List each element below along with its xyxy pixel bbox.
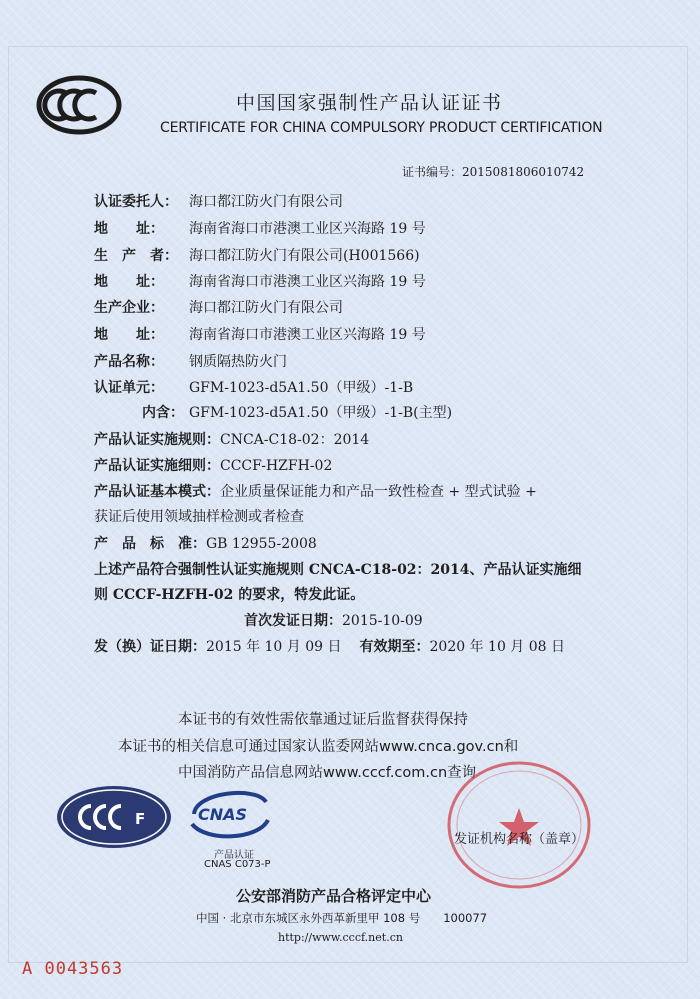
note-line-3: 中国消防产品信息网站www.cccf.com.cn查询	[178, 765, 477, 781]
statement-line-2: 则 CCCF-HZFH-02 的要求，特发此证。	[94, 587, 365, 603]
impl-rule	[94, 429, 369, 449]
field-applicant-address	[94, 218, 426, 238]
impl-rule-label: 产品认证实施规则：	[94, 432, 220, 448]
issuer-name: 公安部消防产品合格评定中心	[236, 887, 432, 905]
title-zh: 中国国家强制性产品认证证书	[236, 92, 503, 114]
first-issue-value: 2015-10-09	[342, 613, 423, 629]
standard-label: 产 品 标 准：	[94, 536, 206, 552]
first-issue-date	[244, 610, 423, 630]
statement-line-1: 上述产品符合强制性认证实施规则 CNCA-C18-02：2014、产品认证实施细	[94, 562, 582, 578]
field-includes	[142, 402, 452, 422]
standard-value: GB 12955-2008	[206, 536, 317, 552]
field-label: 认证委托人：	[94, 194, 178, 210]
issue-date	[94, 636, 565, 656]
cnas-caption-1: 产品认证	[214, 850, 254, 861]
field-value: 海南省海口市港澳工业区兴海路 19 号	[189, 327, 426, 343]
issue-date-value: 2015 年 10 月 09 日	[206, 639, 342, 655]
field-value: 海口都江防火门有限公司	[189, 300, 343, 316]
first-issue-label: 首次发证日期：	[244, 613, 342, 629]
note-line-2: 本证书的相关信息可通过国家认监委网站www.cnca.gov.cn和	[118, 739, 519, 755]
valid-until-label: 有效期至：	[359, 639, 430, 655]
field-label: 生 产 者：	[94, 248, 178, 264]
certificate-number	[402, 163, 584, 180]
field-value: 海南省海口市港澳工业区兴海路 19 号	[189, 221, 426, 237]
impl-rule-value: CNCA-C18-02：2014	[220, 432, 370, 448]
product-standard	[94, 533, 317, 553]
field-manufacturer-address	[94, 271, 426, 291]
field-label: 产品名称：	[94, 354, 164, 370]
field-factory-address	[94, 324, 426, 344]
official-seal	[446, 760, 592, 890]
cert-mode-label: 产品认证基本模式：	[94, 484, 220, 500]
impl-detail-value: CCCF-HZFH-02	[220, 458, 333, 474]
field-value: GFM-1023-d5A1.50（甲级）-1-B(主型)	[189, 405, 453, 421]
field-applicant	[94, 191, 343, 211]
impl-detail-label: 产品认证实施细则：	[94, 458, 220, 474]
cert-mode-cont	[94, 506, 304, 526]
issuer-seal-label: 发证机构名称（盖章）	[454, 832, 585, 847]
cert-mode	[94, 481, 537, 501]
issue-date-label: 发（换）证日期：	[94, 639, 206, 655]
field-label: 地 址：	[94, 221, 164, 237]
field-label: 生产企业：	[94, 300, 164, 316]
issuer-url: http://www.cccf.net.cn	[278, 931, 403, 944]
impl-detail	[94, 455, 332, 475]
field-label: 认证单元：	[94, 380, 164, 396]
field-label: 地 址：	[94, 274, 164, 290]
title-en: CERTIFICATE FOR CHINA COMPULSORY PRODUCT CERTIFICATION	[160, 120, 603, 136]
field-factory	[94, 297, 343, 317]
issuer-address: 中国 · 北京市东城区永外西革新里甲 108 号 100077	[196, 911, 488, 925]
cert-no-label: 证书编号：	[402, 165, 463, 179]
field-manufacturer	[94, 245, 420, 265]
field-label: 地 址：	[94, 327, 164, 343]
field-value: 海口都江防火门有限公司(H001566)	[189, 248, 420, 264]
cnas-logo-text: CNAS	[198, 805, 248, 824]
field-cert-unit	[94, 377, 413, 397]
note-line-1: 本证书的有效性需依靠通过证后监督获得保持	[178, 712, 468, 728]
field-value: 钢质隔热防火门	[189, 354, 287, 370]
cnas-caption-2: CNAS C073-P	[204, 859, 271, 870]
field-value: 海南省海口市港澳工业区兴海路 19 号	[189, 274, 426, 290]
ccc-logo	[36, 74, 122, 136]
svg-text:F: F	[135, 810, 146, 828]
cert-mode-value-1: 企业质量保证能力和产品一致性检查 + 型式试验 +	[220, 484, 537, 500]
cccf-logo	[55, 784, 173, 850]
cert-no-value: 2015081806010742	[462, 165, 585, 179]
field-value: 海口都江防火门有限公司	[189, 194, 343, 210]
field-product-name	[94, 351, 287, 371]
serial-number: A 0043563	[22, 959, 124, 979]
field-label: 内含：	[142, 405, 184, 421]
field-value: GFM-1023-d5A1.50（甲级）-1-B	[189, 380, 414, 396]
valid-until-value: 2020 年 10 月 08 日	[429, 639, 566, 655]
cnas-logo	[186, 784, 272, 844]
cert-mode-value-2: 获证后使用领域抽样检测或者检查	[94, 509, 304, 525]
